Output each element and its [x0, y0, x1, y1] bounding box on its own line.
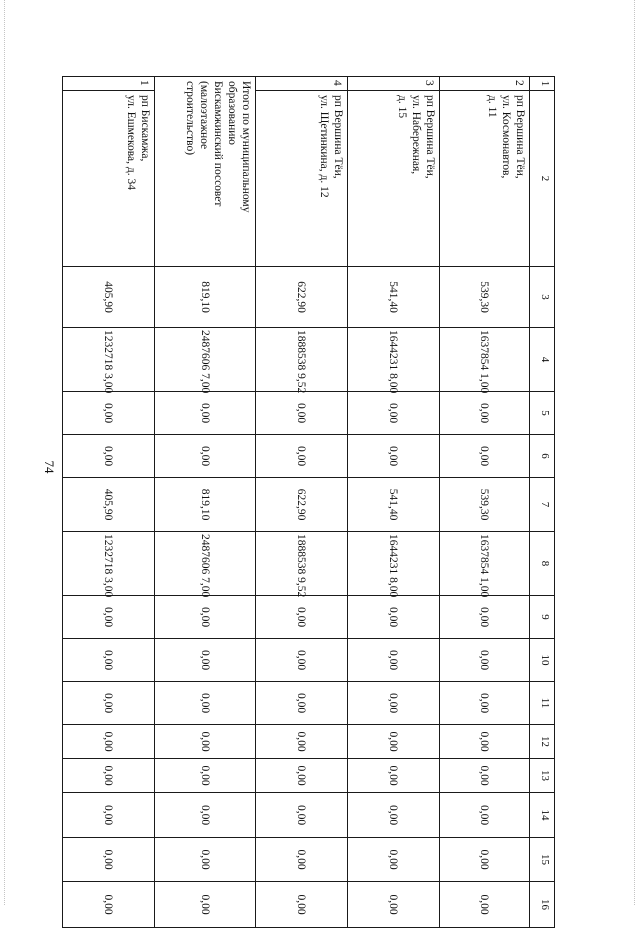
value-cell: 0,00: [155, 725, 256, 759]
value-cell: 1637854 1,00: [440, 328, 530, 392]
value-cell: 1637854 1,00: [440, 532, 530, 596]
address-cell: [256, 91, 348, 267]
column-header: 16: [530, 882, 555, 928]
address-line: рп Вершина Тёи,: [514, 95, 526, 179]
value-cell: 0,00: [256, 882, 348, 928]
address-line: ул. Набережная,: [410, 95, 422, 175]
value-cell: 0,00: [256, 392, 348, 435]
column-header: 10: [530, 639, 555, 682]
table-row: [63, 77, 155, 928]
right-edge-dots: [634, 0, 635, 905]
value-cell: 539,30: [440, 267, 530, 328]
data-table-container: [91, 76, 555, 915]
value-cell: 0,00: [256, 639, 348, 682]
value-cell: 405,90: [63, 267, 155, 328]
value-cell: 0,00: [155, 682, 256, 725]
value-cell: 0,00: [155, 759, 256, 793]
value-cell: 0,00: [63, 838, 155, 882]
value-cell: 0,00: [348, 725, 440, 759]
address-line: д. 15: [396, 95, 408, 119]
table-row: [256, 77, 348, 928]
column-header: 3: [530, 267, 555, 328]
row-number: 1: [63, 77, 155, 91]
row-number: 2: [440, 77, 530, 91]
address-line: рп Вершина Тёи,: [332, 95, 344, 179]
table-row-total: [155, 77, 256, 928]
value-cell: 0,00: [155, 882, 256, 928]
value-cell: 0,00: [155, 435, 256, 478]
row-number: 4: [256, 77, 348, 91]
value-cell: 1232718 3,00: [63, 328, 155, 392]
total-label-line: строительство): [184, 81, 196, 156]
address-line: рп Вершина Тёи,: [424, 95, 436, 179]
value-cell: 0,00: [256, 682, 348, 725]
column-header: 1: [530, 77, 555, 91]
value-cell: 0,00: [348, 639, 440, 682]
total-label-line: Бискамжинский поссовет: [212, 81, 224, 207]
value-cell: 819,10: [155, 478, 256, 532]
table-row: [440, 77, 530, 928]
value-cell: 0,00: [348, 596, 440, 639]
address-line: ул. Щетинкина, д. 12: [318, 95, 330, 198]
value-cell: 0,00: [440, 596, 530, 639]
column-header: 2: [530, 91, 555, 267]
total-label-line: Итого по муниципальному: [240, 81, 252, 213]
value-cell: 622,90: [256, 478, 348, 532]
value-cell: 405,90: [63, 478, 155, 532]
column-header: 7: [530, 478, 555, 532]
value-cell: 0,00: [348, 793, 440, 838]
total-label-cell: [155, 77, 256, 267]
value-cell: 1644231 8,00: [348, 532, 440, 596]
address-line: ул. Ешмекова, д. 34: [125, 95, 137, 190]
value-cell: 0,00: [63, 682, 155, 725]
value-cell: 0,00: [440, 882, 530, 928]
address-cell: [63, 91, 155, 267]
column-header: 15: [530, 838, 555, 882]
value-cell: 1644231 8,00: [348, 328, 440, 392]
value-cell: 541,40: [348, 478, 440, 532]
value-cell: 541,40: [348, 267, 440, 328]
value-cell: 1232718 3,00: [63, 532, 155, 596]
value-cell: 0,00: [155, 392, 256, 435]
column-header: 4: [530, 328, 555, 392]
value-cell: 0,00: [440, 639, 530, 682]
value-cell: 622,90: [256, 267, 348, 328]
value-cell: 0,00: [155, 596, 256, 639]
value-cell: 0,00: [348, 392, 440, 435]
column-header: 12: [530, 725, 555, 759]
value-cell: 0,00: [440, 725, 530, 759]
value-cell: 0,00: [440, 793, 530, 838]
value-cell: 1888538 9,52: [256, 532, 348, 596]
value-cell: 0,00: [155, 793, 256, 838]
row-number: 3: [348, 77, 440, 91]
column-header: 11: [530, 682, 555, 725]
address-line: рп Бискамжа,: [139, 95, 151, 162]
value-cell: 0,00: [440, 682, 530, 725]
value-cell: 2487606 7,00: [155, 532, 256, 596]
value-cell: 0,00: [63, 596, 155, 639]
address-line: ул. Космонавтов,: [500, 95, 512, 179]
data-table: [62, 76, 555, 928]
column-header: 9: [530, 596, 555, 639]
value-cell: 819,10: [155, 267, 256, 328]
value-cell: 0,00: [256, 793, 348, 838]
value-cell: 0,00: [440, 838, 530, 882]
value-cell: 0,00: [256, 435, 348, 478]
value-cell: 0,00: [256, 759, 348, 793]
column-header: 6: [530, 435, 555, 478]
value-cell: 0,00: [155, 838, 256, 882]
value-cell: 0,00: [348, 838, 440, 882]
value-cell: 0,00: [348, 882, 440, 928]
page-number: 74: [42, 460, 57, 474]
value-cell: 0,00: [63, 435, 155, 478]
address-cell: [348, 91, 440, 267]
left-edge-dots: [4, 0, 5, 905]
value-cell: 2487606 7,00: [155, 328, 256, 392]
value-cell: 0,00: [348, 435, 440, 478]
value-cell: 539,30: [440, 478, 530, 532]
address-cell: [440, 91, 530, 267]
value-cell: 0,00: [256, 596, 348, 639]
column-header: 5: [530, 392, 555, 435]
value-cell: 0,00: [63, 882, 155, 928]
value-cell: 0,00: [440, 392, 530, 435]
table-row: [348, 77, 440, 928]
column-number-row: [530, 77, 555, 928]
value-cell: 0,00: [63, 725, 155, 759]
value-cell: 0,00: [63, 639, 155, 682]
value-cell: 0,00: [440, 759, 530, 793]
value-cell: 0,00: [440, 435, 530, 478]
value-cell: 1888538 9,52: [256, 328, 348, 392]
value-cell: 0,00: [63, 759, 155, 793]
column-header: 14: [530, 793, 555, 838]
value-cell: 0,00: [256, 838, 348, 882]
value-cell: 0,00: [348, 682, 440, 725]
value-cell: 0,00: [63, 392, 155, 435]
value-cell: 0,00: [63, 793, 155, 838]
value-cell: 0,00: [348, 759, 440, 793]
column-header: 13: [530, 759, 555, 793]
address-line: д. 11: [486, 95, 498, 118]
value-cell: 0,00: [256, 725, 348, 759]
value-cell: 0,00: [155, 639, 256, 682]
column-header: 8: [530, 532, 555, 596]
total-label-line: (малоэтажное: [198, 81, 210, 150]
total-label-line: образованию: [226, 81, 238, 145]
